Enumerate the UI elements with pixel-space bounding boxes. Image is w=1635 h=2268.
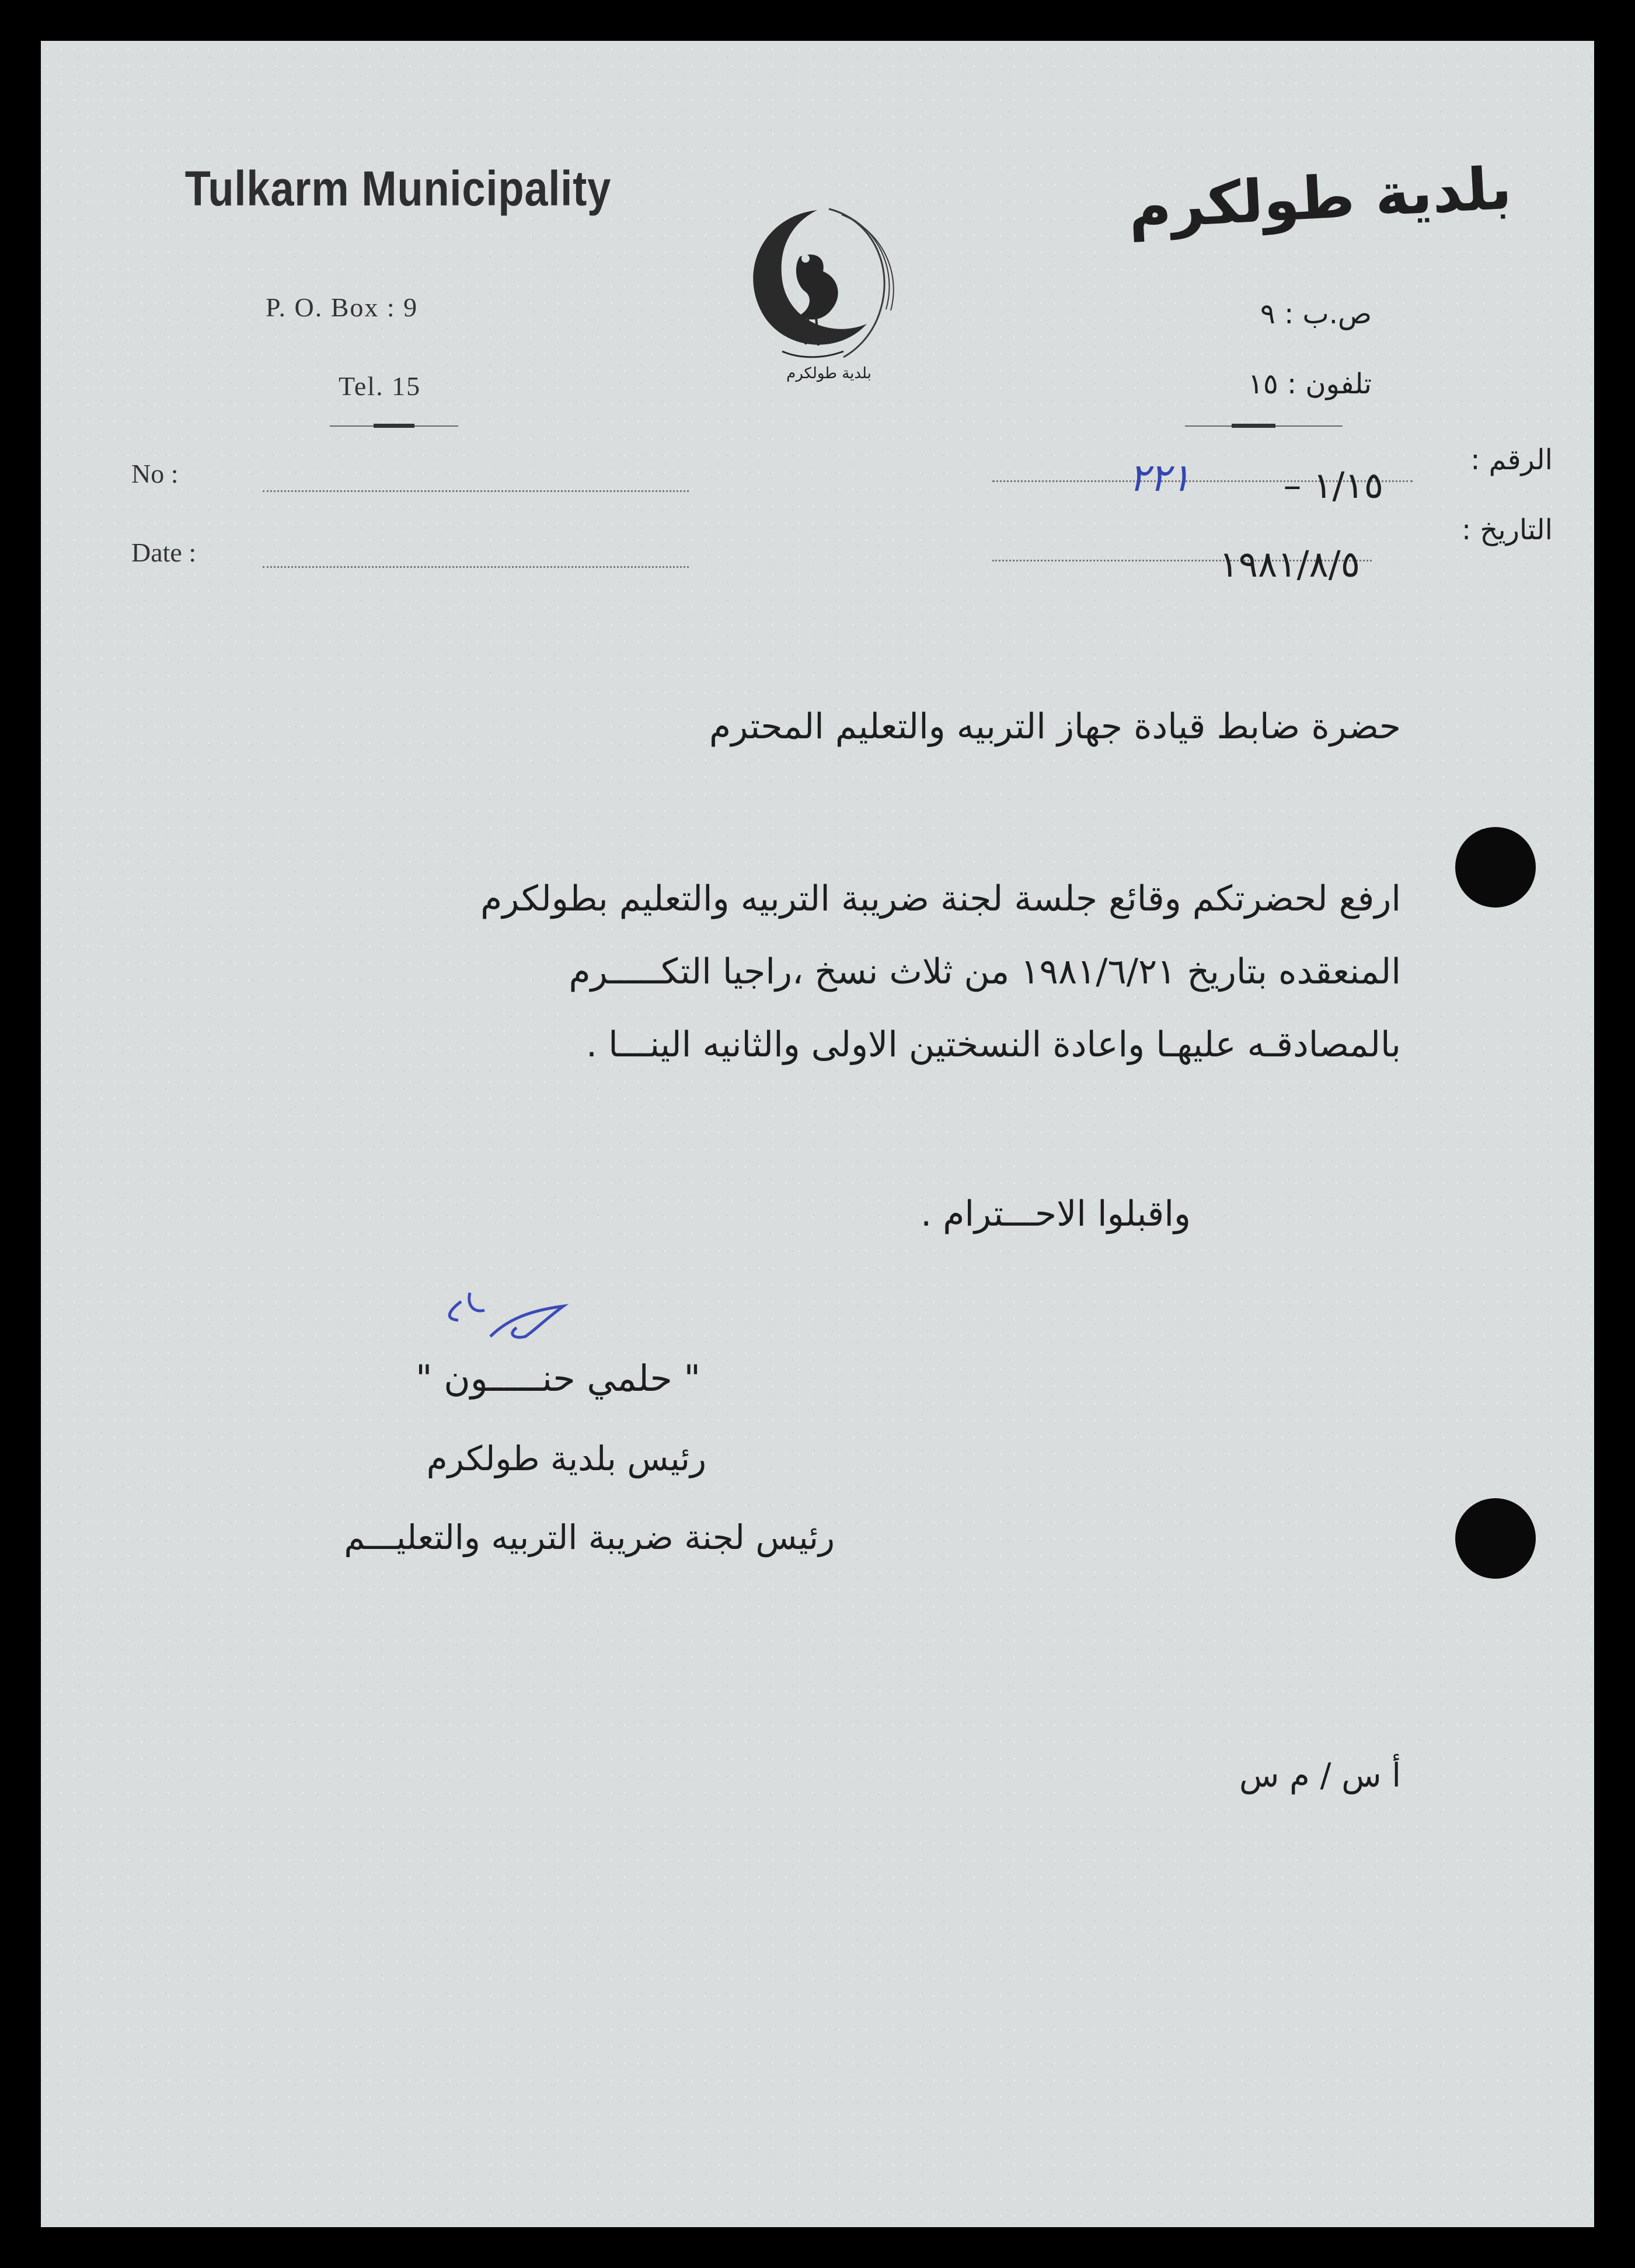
body-line-3: بالمصادقـه عليهـا واعادة النسختين الاولى والثانيه الينـــا . — [586, 1024, 1401, 1065]
punch-hole-top — [1455, 827, 1536, 908]
body-line-1: ارفع لحضرتكم وقائع جلسة لجنة ضريبة التربيه والتعليم بطولكرم — [480, 878, 1401, 919]
arabic-number-label: الرقم : — [1470, 444, 1553, 476]
salutation: حضرة ضابط قيادة جهاز التربيه والتعليم المحترم — [709, 706, 1401, 747]
emblem-caption: بلدية طولكرم — [786, 365, 871, 382]
body-line-2: المنعقده بتاريخ ١٩٨١/٦/٢١ من ثلاث نسخ ،راجيا التكـــــرم — [569, 951, 1401, 992]
letterhead-po-box: P. O. Box : 9 — [266, 292, 419, 322]
reference-number-typed: ١/١٥ – — [1283, 464, 1383, 507]
letterhead-arabic-telephone: تلفون : ١٥ — [1248, 368, 1372, 400]
letterhead-english-title: Tulkarm Municipality — [184, 161, 612, 216]
closing: واقبلوا الاحـــترام . — [921, 1194, 1191, 1234]
letter-page — [41, 41, 1594, 2227]
date-dotted-line — [263, 566, 689, 568]
signatory-name: " حلمي حنـــــون " — [416, 1357, 700, 1400]
signatory-title-committee: رئيس لجنة ضريبة التربيه والتعليـــم — [344, 1517, 835, 1557]
no-dotted-line — [263, 490, 689, 492]
arabic-date-label: التاريخ : — [1461, 514, 1553, 546]
reference-number-handwritten: ٢٢١ — [1128, 455, 1191, 500]
letter-date: ١٩٨١/٨/٥ — [1219, 543, 1360, 585]
typist-initials: أ س / م س — [1239, 1757, 1401, 1795]
punch-hole-bottom — [1455, 1498, 1536, 1579]
date-label: Date : — [131, 538, 197, 567]
letterhead-divider-right-mark — [1232, 424, 1275, 428]
letterhead-divider-left-mark — [374, 424, 414, 428]
letterhead-telephone: Tel. 15 — [339, 371, 421, 401]
crescent-bird-emblem-icon — [712, 198, 911, 379]
signatory-title-mayor: رئيس بلدية طولكرم — [426, 1439, 706, 1478]
no-label: No : — [131, 459, 179, 489]
letterhead-arabic-po-box: ص.ب : ٩ — [1260, 298, 1372, 330]
letterhead-arabic-title: بلدية طولكرم — [1127, 153, 1514, 242]
municipality-emblem — [712, 198, 911, 379]
